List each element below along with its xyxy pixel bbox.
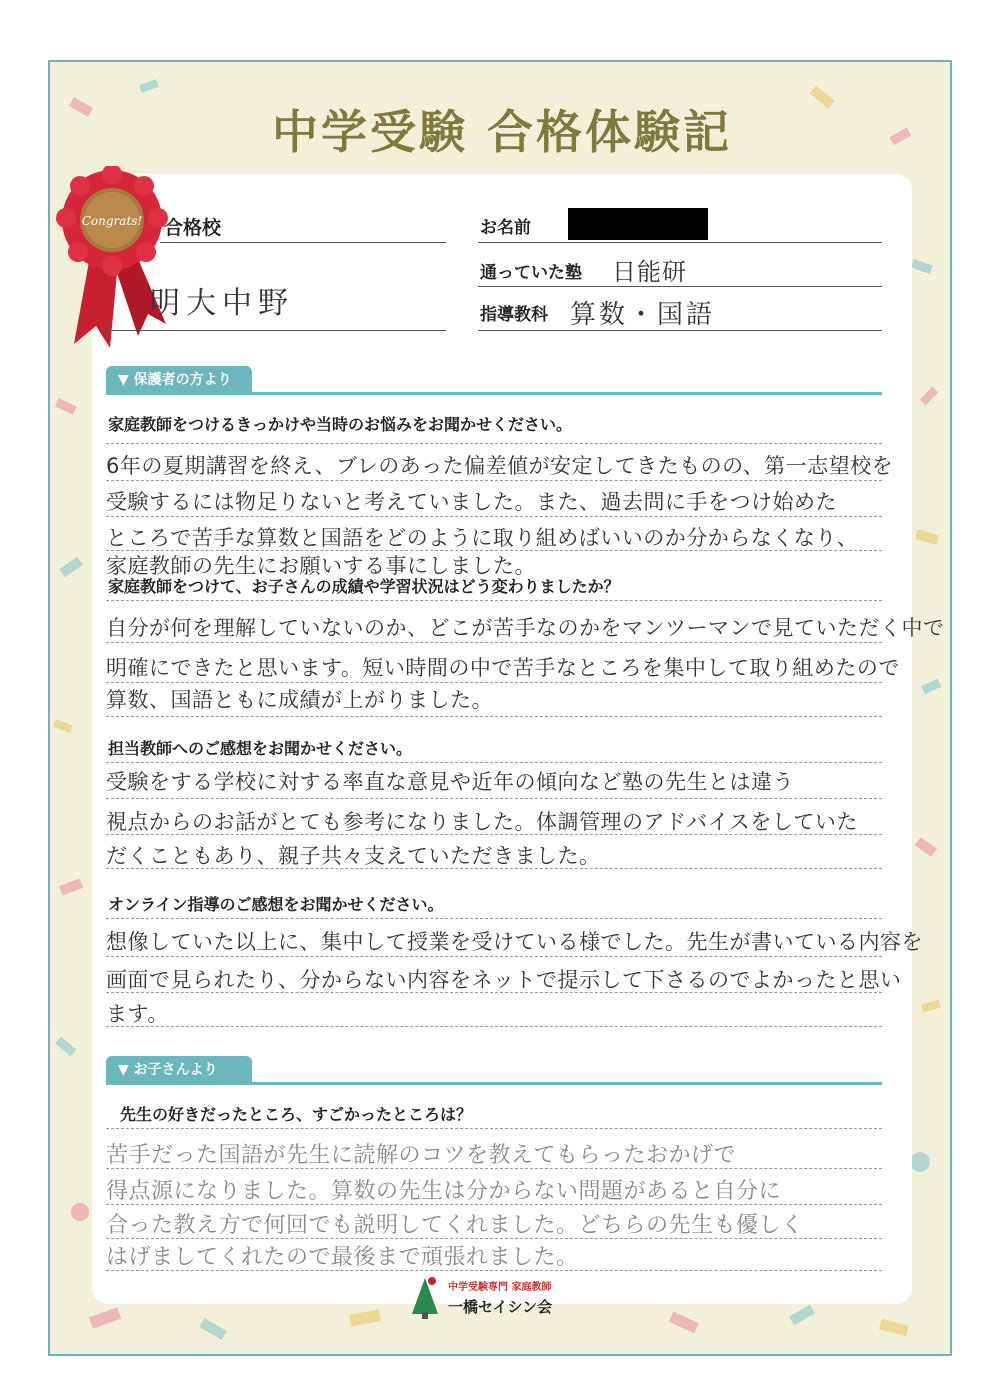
child-answer-line-3: 合った教え方で何回でも説明してくれました。どちらの先生も優しく <box>106 1213 804 1238</box>
answer-rule <box>106 642 882 643</box>
logo-tagline: 中学受験専門 家庭教師 <box>448 1282 552 1293</box>
school-label: 合格校 <box>164 217 222 239</box>
answer-rule <box>106 480 882 481</box>
answer-rule <box>106 918 882 919</box>
answer-rule <box>106 762 882 763</box>
seishin-logo <box>410 1274 590 1322</box>
answer-rule <box>106 1204 882 1205</box>
subject-value: 算数・国語 <box>570 300 716 330</box>
child-answer-line-1: 苦手だった国語が先生に読解のコツを教えてもらったおかげで <box>106 1143 737 1168</box>
certificate-frame <box>48 60 952 1356</box>
child-answer-line-2: 得点源になりました。算数の先生は分からない問題があると自分に <box>106 1179 782 1204</box>
answer-2-line-3: 算数、国語ともに成績が上がりました。 <box>106 688 493 712</box>
logo-name: 一橋セイシン会 <box>448 1298 553 1316</box>
answer-2-line-2: 明確にできたと思います。短い時間の中で苦手なところを集中して取り組めたので <box>106 656 900 680</box>
answer-rule <box>106 443 882 444</box>
subject-underline <box>478 330 882 331</box>
answer-rule <box>106 1270 882 1271</box>
answer-4-line-1: 想像していた以上に、集中して授業を受けている様でした。先生が書いている内容を <box>106 930 923 954</box>
juku-value: 日能研 <box>612 258 687 286</box>
answer-rule <box>106 516 882 517</box>
child-section-tab: ▼ お子さんより <box>106 1056 252 1084</box>
answer-3-line-2: 視点からのお話がとても参考になりました。体調管理のアドバイスをしていた <box>106 810 858 834</box>
name-underline <box>478 242 882 243</box>
answer-3-line-3: だくこともあり、親子共々支えていただきました。 <box>106 844 601 868</box>
answer-rule <box>106 1026 882 1027</box>
answer-rule <box>106 956 882 957</box>
answer-1-line-2: 受験するには物足りないと考えていました。また、過去問に手をつけ始めた <box>106 490 837 514</box>
name-label: お名前 <box>480 218 531 238</box>
juku-label: 通っていた塾 <box>480 263 582 283</box>
answer-4-line-3: ます。 <box>106 1002 169 1026</box>
answer-1-line-1: 6年の夏期講習を終え、ブレのあった偏差値が安定してきたものの、第一志望校を <box>106 454 894 478</box>
juku-underline <box>478 286 882 287</box>
question-2: 家庭教師をつけて、お子さんの成績や学習状況はどう変わりましたか？ <box>108 577 620 596</box>
school-underline <box>106 330 446 331</box>
answer-rule <box>106 716 882 717</box>
answer-1-line-3: ところで苦手な算数と国語をどのように取り組めばいいのか分からなくなり、 <box>106 526 859 550</box>
answer-rule <box>106 798 882 799</box>
answer-rule <box>106 1238 882 1239</box>
question-3: 担当教師へのご感想をお聞かせください。 <box>108 739 413 758</box>
subject-label: 指導教科 <box>480 305 548 325</box>
answer-rule <box>106 834 882 835</box>
question-4: オンライン指導のご感想をお聞かせください。 <box>108 895 444 914</box>
congrats-text: Congrats! <box>81 214 143 228</box>
parent-section-bar <box>106 392 882 395</box>
answer-1-line-4: 家庭教師の先生にお願いする事にしました。 <box>106 554 536 578</box>
child-section-bar <box>106 1082 882 1085</box>
answer-rule <box>106 1128 882 1129</box>
name-redaction <box>568 208 708 240</box>
school-label-line <box>160 242 446 243</box>
answer-rule <box>106 1168 882 1169</box>
tree-logo-icon <box>410 1274 440 1320</box>
answer-3-line-1: 受験をする学校に対する率直な意見や近年の傾向など塾の先生とは違う <box>106 770 794 794</box>
answer-rule <box>106 682 882 683</box>
congrats-rosette-icon <box>52 166 172 356</box>
answer-rule <box>106 868 882 869</box>
parent-section-tab: ▼ 保護者の方より <box>106 366 252 394</box>
school-value: 明大中野 <box>150 286 294 321</box>
answer-rule <box>106 600 882 601</box>
answer-2-line-1: 自分が何を理解していないのか、どこが苦手なのかをマンツーマンで見ていただく中で <box>106 616 945 640</box>
answer-4-line-2: 画面で見られたり、分からない内容をネットで提示して下さるのでよかったと思い <box>106 968 902 992</box>
answer-rule <box>106 992 882 993</box>
child-question: 先生の好きだったところ、すごかったところは？ <box>120 1105 473 1124</box>
child-answer-line-4: はげましてくれたので最後まで頑張れました。 <box>106 1245 579 1270</box>
page-title: 中学受験 合格体験記 <box>271 105 732 159</box>
question-1: 家庭教師をつけるきっかけや当時のお悩みをお聞かせください。 <box>108 415 573 434</box>
